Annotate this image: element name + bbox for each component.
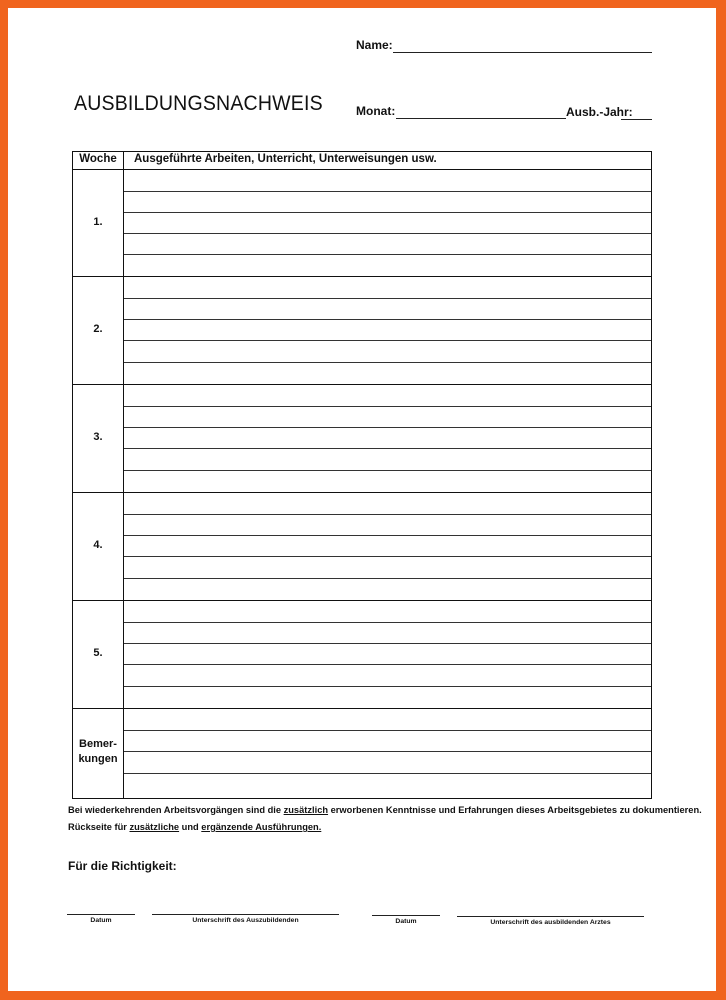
writing-line[interactable] [124, 212, 651, 213]
remarks-label-line1: Bemer- [79, 738, 117, 750]
date-signature-line-2[interactable] [372, 915, 440, 916]
richtigkeit-label: Für die Richtigkeit: [68, 859, 177, 873]
writing-line[interactable] [124, 406, 651, 407]
trainee-signature-line[interactable] [152, 914, 339, 915]
date-caption: Datum [90, 917, 112, 924]
writing-line[interactable] [124, 643, 651, 644]
writing-line[interactable] [124, 514, 651, 515]
writing-line[interactable] [124, 319, 651, 320]
writing-line[interactable] [124, 233, 651, 234]
note-text: erworbenen Kenntnisse und Erfahrungen dieses Arbeitsgebietes zu dokumentieren. [328, 805, 702, 815]
writing-line[interactable] [124, 622, 651, 623]
writing-line[interactable] [124, 427, 651, 428]
ausb-jahr-field-line[interactable] [621, 119, 652, 120]
note-underlined: ergänzende Ausführungen. [201, 822, 322, 832]
week-row [73, 170, 651, 277]
monat-label: Monat: [356, 104, 396, 118]
week-row [73, 277, 651, 385]
writing-line[interactable] [124, 773, 651, 774]
writing-line[interactable] [124, 686, 651, 687]
monat-field-line[interactable] [396, 118, 566, 119]
week-label: 2. [93, 323, 103, 335]
week-row [73, 385, 651, 493]
week-label: 4. [93, 539, 103, 551]
doctor-signature-caption: Unterschrift des ausbildenden Arztes [490, 919, 611, 926]
writing-line[interactable] [124, 751, 651, 752]
form-page [8, 8, 716, 991]
writing-line[interactable] [124, 340, 651, 341]
writing-line[interactable] [124, 448, 651, 449]
activity-table [72, 151, 652, 799]
week-label: 3. [93, 431, 103, 443]
footer-note-1 [68, 805, 702, 815]
remarks-label-line2: kungen [78, 753, 118, 765]
week-label: 5. [93, 647, 103, 659]
week-row [73, 493, 651, 601]
note-text: Rückseite für [68, 822, 130, 832]
ausb-jahr-label: Ausb.-Jahr: [566, 105, 633, 119]
note-text: und [179, 822, 202, 832]
remarks-label [73, 737, 123, 767]
writing-line[interactable] [124, 535, 651, 536]
week-label: 1. [93, 216, 103, 228]
doctor-signature-line[interactable] [457, 916, 644, 917]
writing-line[interactable] [124, 191, 651, 192]
writing-line[interactable] [124, 362, 651, 363]
writing-line[interactable] [124, 664, 651, 665]
header-arbeiten: Ausgeführte Arbeiten, Unterricht, Unterweisungen usw. [134, 153, 437, 165]
note-underlined: zusätzliche [129, 822, 180, 832]
writing-line[interactable] [124, 730, 651, 731]
table-header [73, 152, 651, 170]
writing-line[interactable] [124, 556, 651, 557]
date-signature-line[interactable] [67, 914, 135, 915]
footer-note-2 [68, 822, 321, 832]
note-underlined: zusätzlich [283, 805, 329, 815]
name-field-line[interactable] [393, 52, 652, 53]
remarks-row [73, 709, 651, 797]
name-label: Name: [356, 38, 393, 52]
writing-line[interactable] [124, 470, 651, 471]
writing-line[interactable] [124, 254, 651, 255]
page-title: AUSBILDUNGSNACHWEIS [74, 92, 323, 115]
trainee-signature-caption: Unterschrift des Auszubildenden [192, 917, 299, 924]
writing-line[interactable] [124, 578, 651, 579]
writing-line[interactable] [124, 298, 651, 299]
header-woche: Woche [79, 153, 117, 165]
note-text: Bei wiederkehrenden Arbeitsvorgängen sind die [68, 805, 284, 815]
date-caption-2: Datum [395, 918, 417, 925]
week-row [73, 601, 651, 709]
